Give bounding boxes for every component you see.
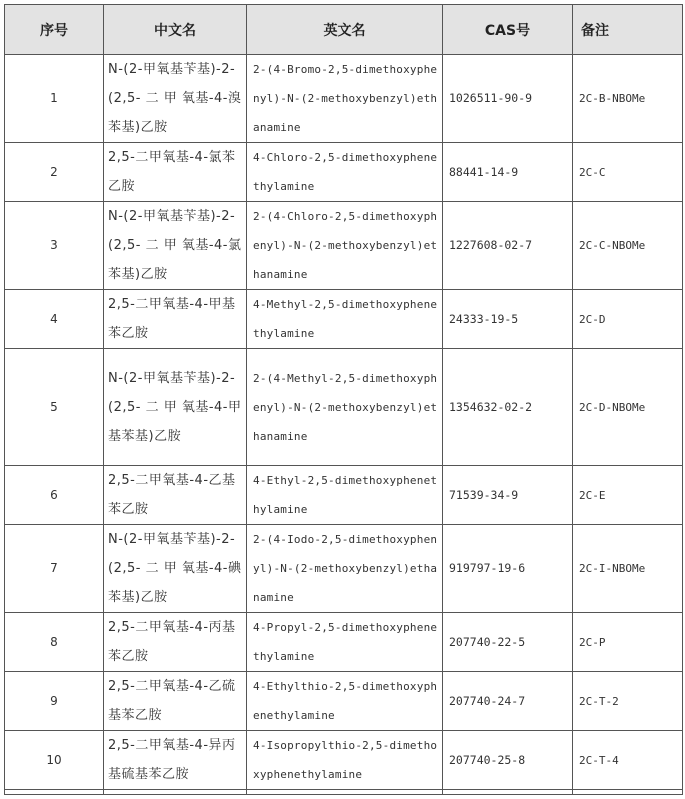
row-index: 6 bbox=[5, 466, 104, 525]
row-index: 9 bbox=[5, 672, 104, 731]
header-note: 备注 bbox=[573, 5, 683, 55]
row-cas: 1026511-90-9 bbox=[443, 55, 573, 143]
row-cas: 88441-14-9 bbox=[443, 143, 573, 202]
row-cn-name: N-(2-甲氧基苄基)-2-(2,5- 二 甲 氧基-4-甲基苯基)乙胺 bbox=[104, 349, 247, 466]
row-cas: 24333-19-5 bbox=[443, 290, 573, 349]
row-note: 2C-B-NBOMe bbox=[573, 55, 683, 143]
row-cas: 71539-34-9 bbox=[443, 466, 573, 525]
row-en-name: 4-Chloro-2,5-dimethoxyphenethylamine bbox=[247, 143, 443, 202]
row-cn-name: 2,5-二甲氧基-4-异丙基硫基苯乙胺 bbox=[104, 731, 247, 790]
row-cn-name: N-(2-甲氧基苄基)-2-(2,5- 二 甲 氧基-4-碘苯基)乙胺 bbox=[104, 525, 247, 613]
table-row bbox=[5, 202, 683, 290]
row-cn-name: 2,5-二甲氧基-4-乙基苯乙胺 bbox=[104, 466, 247, 525]
row-note: 2C-I-NBOMe bbox=[573, 525, 683, 613]
row-note: 2C-D bbox=[573, 290, 683, 349]
table-row bbox=[5, 525, 683, 613]
header-cn-name: 中文名 bbox=[104, 5, 247, 55]
row-index: 7 bbox=[5, 525, 104, 613]
row-cn-name: N-(2-甲氧基苄基)-2-(2,5- 二 甲 氧基-4-氯苯基)乙胺 bbox=[104, 202, 247, 290]
row-cas: 919797-19-6 bbox=[443, 525, 573, 613]
table-row bbox=[5, 143, 683, 202]
row-cn-name: 2,5-二甲氧基-4-丙基苯乙胺 bbox=[104, 613, 247, 672]
row-index: 10 bbox=[5, 731, 104, 790]
table-row-cut-off bbox=[5, 790, 683, 795]
header-cas: CAS号 bbox=[443, 5, 573, 55]
row-en-name: 4-Ethylthio-2,5-dimethoxyphenethylamine bbox=[247, 672, 443, 731]
row-cn-name: 2,5-二甲氧基-4-乙硫基苯乙胺 bbox=[104, 672, 247, 731]
empty-cell bbox=[247, 790, 443, 795]
header-index: 序号 bbox=[5, 5, 104, 55]
row-index: 4 bbox=[5, 290, 104, 349]
row-index: 8 bbox=[5, 613, 104, 672]
row-index: 3 bbox=[5, 202, 104, 290]
empty-cell bbox=[104, 790, 247, 795]
row-index: 1 bbox=[5, 55, 104, 143]
substance-table bbox=[4, 4, 683, 795]
row-note: 2C-T-4 bbox=[573, 731, 683, 790]
row-en-name: 4-Isopropylthio-2,5-dimethoxyphenethylamine bbox=[247, 731, 443, 790]
row-en-name: 4-Ethyl-2,5-dimethoxyphenethylamine bbox=[247, 466, 443, 525]
row-cn-name: N-(2-甲氧基苄基)-2-(2,5- 二 甲 氧基-4-溴苯基)乙胺 bbox=[104, 55, 247, 143]
empty-cell bbox=[443, 790, 573, 795]
table-row bbox=[5, 290, 683, 349]
row-en-name: 4-Propyl-2,5-dimethoxyphenethylamine bbox=[247, 613, 443, 672]
row-note: 2C-C-NBOMe bbox=[573, 202, 683, 290]
row-cas: 1354632-02-2 bbox=[443, 349, 573, 466]
row-note: 2C-E bbox=[573, 466, 683, 525]
table-row bbox=[5, 55, 683, 143]
row-note: 2C-P bbox=[573, 613, 683, 672]
row-note: 2C-T-2 bbox=[573, 672, 683, 731]
row-cn-name: 2,5-二甲氧基-4-甲基苯乙胺 bbox=[104, 290, 247, 349]
empty-cell bbox=[5, 790, 104, 795]
row-note: 2C-C bbox=[573, 143, 683, 202]
table-row bbox=[5, 731, 683, 790]
row-en-name: 2-(4-Methyl-2,5-dimethoxyphenyl)-N-(2-methoxybenzyl)ethanamine bbox=[247, 349, 443, 466]
row-cn-name: 2,5-二甲氧基-4-氯苯乙胺 bbox=[104, 143, 247, 202]
row-index: 5 bbox=[5, 349, 104, 466]
row-cas: 207740-22-5 bbox=[443, 613, 573, 672]
row-index: 2 bbox=[5, 143, 104, 202]
row-en-name: 2-(4-Chloro-2,5-dimethoxyphenyl)-N-(2-methoxybenzyl)ethanamine bbox=[247, 202, 443, 290]
table-row bbox=[5, 466, 683, 525]
header-row bbox=[5, 5, 683, 55]
row-note: 2C-D-NBOMe bbox=[573, 349, 683, 466]
row-en-name: 4-Methyl-2,5-dimethoxyphenethylamine bbox=[247, 290, 443, 349]
table-row bbox=[5, 672, 683, 731]
table-row bbox=[5, 613, 683, 672]
row-cas: 1227608-02-7 bbox=[443, 202, 573, 290]
row-en-name: 2-(4-Iodo-2,5-dimethoxyphenyl)-N-(2-methoxybenzyl)ethanamine bbox=[247, 525, 443, 613]
row-cas: 207740-24-7 bbox=[443, 672, 573, 731]
row-en-name: 2-(4-Bromo-2,5-dimethoxyphenyl)-N-(2-methoxybenzyl)ethanamine bbox=[247, 55, 443, 143]
row-cas: 207740-25-8 bbox=[443, 731, 573, 790]
header-en-name: 英文名 bbox=[247, 5, 443, 55]
empty-cell bbox=[573, 790, 683, 795]
table-row bbox=[5, 349, 683, 466]
